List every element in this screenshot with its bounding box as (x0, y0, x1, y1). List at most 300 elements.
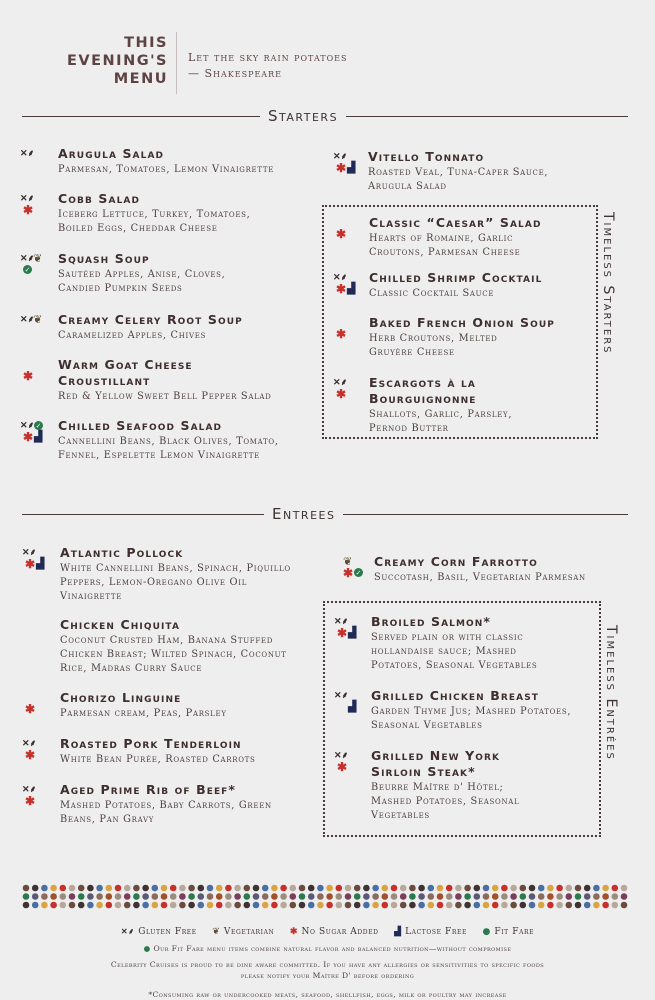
decorative-dot (593, 902, 600, 909)
decorative-dot (317, 902, 324, 909)
wheat-crossed-icon: ✕⸙ (20, 149, 35, 159)
heading-rule (22, 514, 264, 515)
decorative-dot (474, 893, 481, 900)
wheat-crossed-icon: ✕⸙ (22, 548, 37, 558)
decorative-dot (32, 893, 39, 900)
decorative-dot (115, 893, 122, 900)
decorative-dot (437, 893, 444, 900)
legend-label: Vegetarian (223, 927, 275, 937)
quote-text: Let the sky rain potatoes (188, 51, 348, 64)
cow-icon: ▟ (36, 557, 45, 570)
decorative-dot (437, 902, 444, 909)
decorative-dot (96, 893, 103, 900)
menu-item (58, 191, 250, 236)
decorative-dot (216, 885, 223, 892)
wheat-crossed-icon: ✕⸙ (20, 194, 35, 204)
decorative-dot (262, 885, 269, 892)
decorative-dot (188, 902, 195, 909)
menu-item-description: Mashed Potatoes, Seasonal (371, 796, 520, 807)
dietary-icons (333, 378, 363, 402)
menu-item (374, 554, 586, 585)
decorative-dot (446, 893, 453, 900)
menu-item-description: Seasonal Vegetables (371, 720, 483, 731)
decorative-dot (566, 902, 573, 909)
decorative-dot (41, 885, 48, 892)
wheat-crossed-icon: ✕⸙ (20, 315, 35, 325)
decorative-dot (326, 893, 333, 900)
section-title: Starters (268, 107, 339, 125)
decorative-dot (363, 902, 370, 909)
note-line: please notify your Maître D' before ordering (240, 971, 415, 980)
asterisk-icon: ✱ (343, 566, 354, 580)
decorative-dot (142, 893, 149, 900)
fit-fare-note (20, 943, 635, 954)
decorative-dot (602, 902, 609, 909)
legend-gluten-free (121, 927, 197, 937)
decorative-dot (253, 902, 260, 909)
asterisk-icon: ✱ (25, 748, 36, 762)
decorative-dot (133, 885, 140, 892)
check-circle-icon: ● (482, 927, 491, 937)
decorative-dot (556, 893, 563, 900)
decorative-dot (474, 885, 481, 892)
heading-rule (343, 514, 628, 515)
cow-icon: ▟ (394, 927, 402, 937)
decorative-dot (520, 893, 527, 900)
heading-rule (346, 116, 628, 117)
decorative-dot (115, 885, 122, 892)
decorative-dot (152, 885, 159, 892)
decorative-dot (538, 902, 545, 909)
menu-item (368, 149, 548, 194)
decorative-dot (336, 893, 343, 900)
menu-item-description: White Bean Purée, Roasted Carrots (60, 754, 256, 765)
menu-item-description: Gruyère Cheese (369, 347, 455, 358)
decorative-dot (290, 893, 297, 900)
decorative-dot (234, 893, 241, 900)
menu-item-name: Grilled Chicken Breast (371, 688, 540, 703)
wheat-crossed-icon: ✕⸙ (333, 273, 348, 283)
menu-item-name: Vitello Tonnato (368, 149, 485, 164)
dietary-icons (20, 315, 50, 339)
menu-item-description: Roasted Veal, Tuna-Caper Sauce, (368, 167, 549, 178)
decorative-dot (428, 893, 435, 900)
decorative-dot (363, 885, 370, 892)
decorative-dot (96, 902, 103, 909)
legend-label: Lactose Free (405, 927, 467, 937)
cow-icon: ▟ (348, 700, 357, 713)
menu-item-name: Chorizo Linguine (60, 690, 182, 705)
decorative-dot (69, 893, 76, 900)
legend-fit-fare (482, 927, 534, 937)
menu-item (58, 251, 226, 296)
menu-item-description: Candied Pumpkin Seeds (58, 283, 183, 294)
decorative-dot (455, 885, 462, 892)
cow-icon: ▟ (347, 282, 356, 295)
decorative-dot (280, 885, 287, 892)
decorative-dot (483, 902, 490, 909)
menu-item (369, 270, 542, 301)
decorative-dot (326, 885, 333, 892)
decorative-dot (124, 893, 131, 900)
menu-item-description: White Cannellini Beans, Spinach, Piquillo (60, 563, 291, 574)
decorative-dot (299, 893, 306, 900)
decorative-dot (372, 885, 379, 892)
consumption-warning: *Consuming raw or undercooked meats, seafood, shellfish, eggs, milk or poultry may increase (148, 990, 507, 999)
wheat-crossed-icon: ✕⸙ (20, 421, 35, 431)
menu-item-name: Aged Prime Rib of Beef* (60, 782, 237, 797)
decorative-dot (280, 893, 287, 900)
section-title: Entrees (272, 505, 336, 523)
legend-no-sugar (290, 927, 379, 937)
decorative-dot (345, 885, 352, 892)
decorative-dot (244, 902, 251, 909)
menu-item-name: Baked French Onion Soup (369, 315, 555, 330)
decorative-dot (142, 885, 149, 892)
dietary-icons (333, 152, 363, 176)
check-circle-icon (354, 568, 363, 577)
menu-item (369, 375, 512, 436)
menu-item-description: Red & Yellow Sweet Bell Pepper Salad (58, 391, 272, 402)
decorative-dot (60, 885, 67, 892)
cow-icon: ▟ (347, 161, 356, 174)
dietary-icons (340, 557, 370, 581)
menu-item-description: Parmesan, Tomatoes, Lemon Vinaigrette (58, 164, 275, 175)
menu-item-description: Beans, Pan Gravy (60, 814, 155, 825)
decorative-dot (529, 902, 536, 909)
wheat-crossed-icon: ✕⸙ (334, 691, 349, 701)
decorative-dot (492, 893, 499, 900)
menu-item-description: Iceberg Lettuce, Turkey, Tomatoes, (58, 209, 251, 220)
decorative-dot (234, 885, 241, 892)
decorative-dot-band (22, 884, 632, 910)
decorative-dot (538, 885, 545, 892)
decorative-dot (400, 893, 407, 900)
asterisk-icon: ✱ (336, 327, 347, 341)
asterisk-icon: ✱ (25, 557, 36, 571)
decorative-dot (179, 902, 186, 909)
wheat-crossed-icon: ✕⸙ (334, 617, 349, 627)
asterisk-icon: ✱ (337, 760, 348, 774)
header-quote (188, 50, 348, 82)
decorative-dot (69, 885, 76, 892)
decorative-dot (78, 902, 85, 909)
decorative-dot (262, 902, 269, 909)
note-text: Our Fit Fare menu items combine natural flavor and balanced nutrition—without compromise (153, 944, 512, 953)
decorative-dot (566, 885, 573, 892)
decorative-dot (317, 885, 324, 892)
decorative-dot (510, 893, 517, 900)
decorative-dot (133, 893, 140, 900)
decorative-dot (372, 893, 379, 900)
menu-item-description: Mashed Potatoes, Baby Carrots, Green (60, 800, 272, 811)
menu-item-description: Boiled Eggs, Cheddar Cheese (58, 223, 218, 234)
menu-item (60, 736, 256, 767)
decorative-dot (106, 902, 113, 909)
decorative-dot (400, 902, 407, 909)
dietary-icons (333, 218, 363, 242)
decorative-dot (106, 885, 113, 892)
decorative-dot (133, 902, 140, 909)
legend-lactose-free (394, 927, 467, 937)
decorative-dot (372, 902, 379, 909)
decorative-dot (234, 902, 241, 909)
decorative-dot (32, 885, 39, 892)
decorative-dot (152, 902, 159, 909)
wheat-crossed-icon: ✕⸙ (120, 926, 135, 936)
decorative-dot (271, 885, 278, 892)
decorative-dot (612, 893, 619, 900)
menu-item-name: Chilled Seafood Salad (58, 418, 223, 433)
decorative-dot (409, 893, 416, 900)
note-line: Celebrity Cruises is proud to be dine aware committed. If you have any allergies or sensitivities to specific foods (110, 960, 545, 969)
legend-label: No Sugar Added (301, 927, 379, 937)
decorative-dot (593, 885, 600, 892)
decorative-dot (428, 902, 435, 909)
decorative-dot (50, 893, 57, 900)
decorative-dot (271, 902, 278, 909)
asterisk-icon: ✱ (289, 927, 299, 937)
menu-item (371, 614, 537, 673)
decorative-dot (391, 893, 398, 900)
dietary-icons (20, 421, 50, 445)
decorative-dot (538, 893, 545, 900)
decorative-dot (483, 893, 490, 900)
decorative-dot (529, 893, 536, 900)
decorative-dot (621, 893, 628, 900)
decorative-dot (363, 893, 370, 900)
leaf-icon: ❦ (343, 555, 353, 568)
decorative-dot (290, 885, 297, 892)
decorative-dot (446, 902, 453, 909)
menu-item (58, 146, 274, 177)
asterisk-icon: ✱ (336, 282, 347, 296)
decorative-dot (336, 902, 343, 909)
dietary-icons (334, 751, 364, 775)
menu-item (58, 418, 279, 463)
legend-label: Gluten Free (138, 927, 197, 937)
menu-item-name: Warm Goat Cheese (58, 357, 193, 372)
menu-item-name: Squash Soup (58, 251, 150, 266)
decorative-dot (575, 902, 582, 909)
decorative-dot (161, 885, 168, 892)
decorative-dot (556, 885, 563, 892)
decorative-dot (354, 885, 361, 892)
decorative-dot (60, 902, 67, 909)
menu-item-description: Caramelized Apples, Chives (58, 330, 207, 341)
decorative-dot (124, 902, 131, 909)
decorative-dot (106, 893, 113, 900)
decorative-dot (621, 885, 628, 892)
menu-item-name: Cobb Salad (58, 191, 141, 206)
menu-item-description: Beurre Maître d' Hôtel; (371, 782, 504, 793)
menu-item (60, 782, 272, 827)
decorative-dot (23, 885, 30, 892)
decorative-dot (428, 885, 435, 892)
starters-heading (22, 107, 628, 125)
leaf-icon: ❦ (33, 252, 43, 265)
decorative-dot (354, 893, 361, 900)
decorative-dot (602, 893, 609, 900)
decorative-dot (326, 902, 333, 909)
dietary-icons (334, 691, 364, 715)
dietary-icons (22, 620, 52, 644)
menu-item-name: Roasted Pork Tenderloin (60, 736, 242, 751)
dietary-icons (20, 360, 50, 384)
asterisk-icon: ✱ (336, 387, 347, 401)
decorative-dot (575, 893, 582, 900)
menu-item (369, 315, 555, 360)
menu-item-name: Creamy Celery Root Soup (58, 312, 243, 327)
menu-item-description: Classic Cocktail Sauce (369, 288, 495, 299)
menu-item (371, 748, 519, 823)
decorative-dot (198, 902, 205, 909)
decorative-dot (115, 902, 122, 909)
decorative-dot (87, 885, 94, 892)
menu-item-description: Rice, Madras Curry Sauce (60, 663, 203, 674)
menu-item-description: Hearts of Romaine, Garlic (369, 233, 514, 244)
decorative-dot (547, 902, 554, 909)
decorative-dot (225, 885, 232, 892)
decorative-dot (244, 893, 251, 900)
decorative-dot (207, 893, 214, 900)
dietary-icons (334, 617, 364, 641)
menu-item-name: Creamy Corn Farrotto (374, 554, 538, 569)
decorative-dot (575, 885, 582, 892)
decorative-dot (400, 885, 407, 892)
decorative-dot (382, 885, 389, 892)
wheat-crossed-icon: ✕⸙ (22, 785, 37, 795)
title-line: THIS (124, 35, 168, 51)
timeless-starters-label: Timeless Starters (600, 212, 616, 355)
menu-item-name: Chilled Shrimp Cocktail (369, 270, 543, 285)
decorative-dot (529, 885, 536, 892)
check-circle-icon (34, 421, 43, 430)
title-line: EVENING'S (67, 53, 168, 69)
wheat-crossed-icon: ✕⸙ (22, 739, 37, 749)
decorative-dot (584, 893, 591, 900)
decorative-dot (23, 902, 30, 909)
decorative-dot (474, 902, 481, 909)
decorative-dot (612, 885, 619, 892)
decorative-dot (409, 885, 416, 892)
decorative-dot (225, 893, 232, 900)
decorative-dot (483, 885, 490, 892)
menu-item (371, 688, 571, 733)
decorative-dot (501, 885, 508, 892)
dietary-icons (20, 149, 50, 173)
decorative-dot (602, 885, 609, 892)
decorative-dot (207, 902, 214, 909)
decorative-dot (69, 902, 76, 909)
asterisk-icon: ✱ (23, 430, 34, 444)
decorative-dot (455, 902, 462, 909)
page-title (67, 34, 168, 88)
decorative-dot (23, 893, 30, 900)
menu-item-description: Fennel, Espelette Lemon Vinaigrette (58, 450, 260, 461)
decorative-dot (308, 885, 315, 892)
dietary-icons (22, 739, 52, 763)
menu-item-description: Peppers, Lemon-Oregano Olive Oil (60, 577, 248, 588)
decorative-dot (418, 893, 425, 900)
menu-item-name: Atlantic Pollock (60, 545, 184, 560)
quote-attribution: — Shakespeare (188, 67, 282, 80)
decorative-dot (96, 885, 103, 892)
decorative-dot (520, 902, 527, 909)
title-line: MENU (113, 71, 168, 87)
check-circle-icon: ● (143, 944, 151, 953)
legend-label: Fit Fare (494, 927, 535, 937)
decorative-dot (198, 893, 205, 900)
decorative-dot (464, 902, 471, 909)
decorative-dot (271, 893, 278, 900)
decorative-dot (382, 893, 389, 900)
menu-item-description: Cannellini Beans, Black Olives, Tomato, (58, 436, 279, 447)
decorative-dot (179, 885, 186, 892)
entrees-heading (22, 505, 628, 523)
decorative-dot (170, 902, 177, 909)
decorative-dot (60, 893, 67, 900)
decorative-dot (418, 885, 425, 892)
menu-item-name: Arugula Salad (58, 146, 165, 161)
wheat-crossed-icon: ✕⸙ (333, 378, 348, 388)
decorative-dot (207, 885, 214, 892)
decorative-dot (124, 885, 131, 892)
menu-item-name: Grilled New York (371, 748, 501, 763)
decorative-dot (170, 893, 177, 900)
menu-item-description: Parmesan cream, Peas, Parsley (60, 708, 227, 719)
decorative-dot (317, 893, 324, 900)
decorative-dot (621, 902, 628, 909)
decorative-dot (437, 885, 444, 892)
asterisk-icon: ✱ (336, 227, 347, 241)
menu-item (58, 357, 272, 404)
decorative-dot (179, 893, 186, 900)
decorative-dot (455, 893, 462, 900)
menu-item-name: Classic “Caesar” Salad (369, 215, 542, 230)
decorative-dot (78, 885, 85, 892)
allergy-note (20, 959, 635, 981)
menu-item-name: Sirloin Steak* (371, 764, 476, 779)
decorative-dot (418, 902, 425, 909)
menu-item (60, 617, 287, 676)
decorative-dot (492, 885, 499, 892)
header-divider (176, 32, 177, 94)
decorative-dot (492, 902, 499, 909)
wheat-crossed-icon: ✕⸙ (333, 152, 348, 162)
decorative-dot (566, 893, 573, 900)
dietary-icons (20, 194, 50, 218)
decorative-dot (216, 902, 223, 909)
asterisk-icon: ✱ (25, 794, 36, 808)
menu-item-name: Croustillant (58, 373, 151, 388)
decorative-dot (290, 902, 297, 909)
menu-item-description: Pernod Butter (369, 423, 449, 434)
asterisk-icon: ✱ (337, 626, 348, 640)
wheat-crossed-icon: ✕⸙ (20, 254, 35, 264)
decorative-dot (244, 885, 251, 892)
asterisk-icon: ✱ (23, 369, 34, 383)
decorative-dot (299, 902, 306, 909)
decorative-dot (188, 893, 195, 900)
dietary-icons (22, 548, 52, 572)
decorative-dot (382, 902, 389, 909)
decorative-dot (593, 893, 600, 900)
menu-item-description: Served plain or with classic (371, 632, 524, 643)
decorative-dot (584, 902, 591, 909)
decorative-dot (253, 893, 260, 900)
decorative-dot (225, 902, 232, 909)
